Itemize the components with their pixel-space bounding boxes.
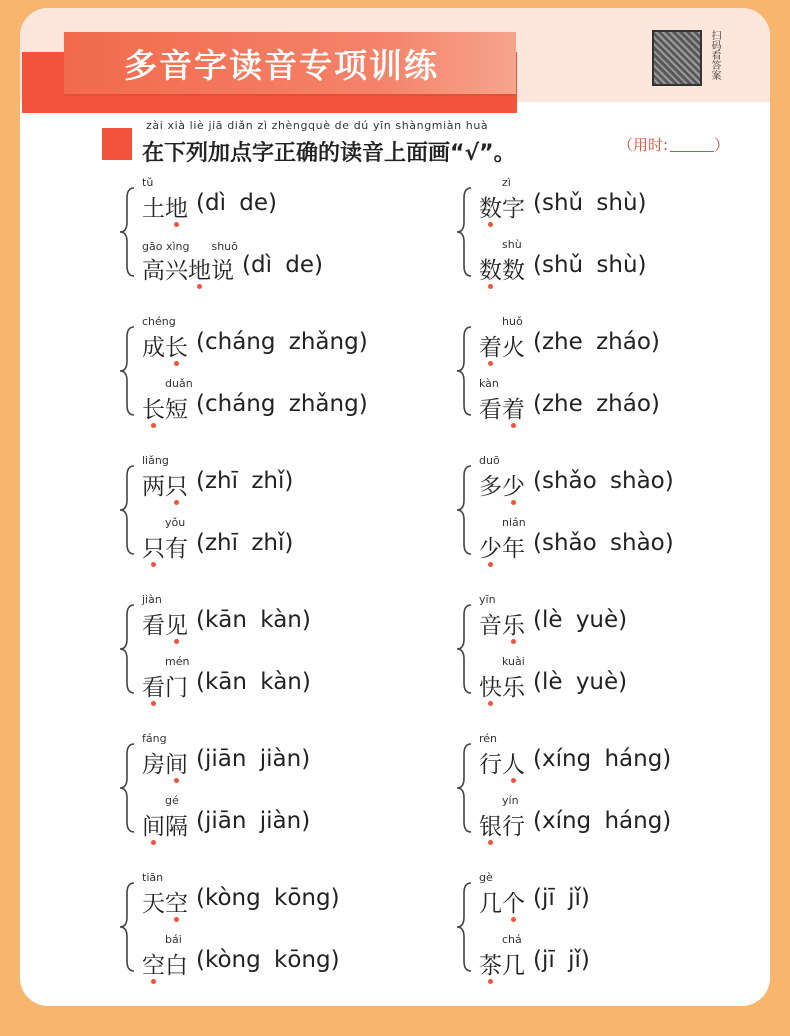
brace-icon	[118, 740, 136, 836]
exercise-group	[118, 732, 438, 842]
reading-options[interactable]: (jiān jiàn)	[196, 808, 311, 834]
brace-icon	[118, 323, 136, 419]
emphasis-dot	[488, 562, 493, 567]
exercise-group	[455, 871, 770, 981]
pinyin-annotation: tǔ	[142, 176, 154, 189]
pinyin-annotation: nián	[502, 516, 526, 529]
pinyin-annotation: kàn	[479, 377, 499, 390]
reading-options[interactable]: (zhe zháo)	[533, 329, 660, 355]
emphasis-dot	[511, 423, 516, 428]
emphasis-dot	[197, 284, 202, 289]
exercise-group	[118, 871, 438, 981]
pinyin-annotation: kuài	[502, 655, 525, 668]
reading-options[interactable]: (cháng zhǎng)	[196, 329, 368, 355]
exercise-group	[455, 454, 770, 564]
pinyin-annotation: tiān	[142, 871, 164, 884]
reading-options[interactable]: (kòng kōng)	[196, 885, 340, 911]
instruction-marker	[102, 128, 132, 160]
timer	[618, 134, 729, 155]
reading-options[interactable]: (zhe zháo)	[533, 391, 660, 417]
pinyin-annotation: yǒu	[165, 516, 186, 529]
exercise-group	[455, 315, 770, 425]
pinyin-annotation: duō	[479, 454, 500, 467]
emphasis-dot	[174, 917, 179, 922]
emphasis-dot	[151, 423, 156, 428]
exercise-group	[118, 315, 438, 425]
brace-icon	[455, 323, 473, 419]
reading-options[interactable]: (dì de)	[196, 190, 277, 216]
reading-options[interactable]: (shǔ shù)	[533, 190, 647, 216]
emphasis-dot	[151, 701, 156, 706]
pinyin-annotation: huǒ	[502, 315, 523, 328]
pinyin-annotation: liǎng	[142, 454, 169, 467]
brace-icon	[455, 740, 473, 836]
reading-options[interactable]: (kān kàn)	[196, 669, 311, 695]
chinese-word: 多少	[479, 474, 525, 500]
pinyin-annotation: gé	[165, 794, 179, 807]
chinese-word: 空白	[142, 953, 188, 979]
chinese-word: 茶几	[479, 953, 525, 979]
emphasis-dot	[174, 222, 179, 227]
emphasis-dot	[511, 500, 516, 505]
chinese-word: 两只	[142, 474, 188, 500]
emphasis-dot	[488, 284, 493, 289]
chinese-word: 快乐	[479, 675, 525, 701]
emphasis-dot	[151, 979, 156, 984]
chinese-word: 少年	[479, 536, 525, 562]
emphasis-dot	[511, 917, 516, 922]
pinyin-annotation: rén	[479, 732, 498, 745]
chinese-word: 成长	[142, 335, 188, 361]
reading-options[interactable]: (zhī zhǐ)	[196, 468, 294, 494]
instruction-pinyin: zài xià liè jiā diǎn zì zhèngquè de dú yīn shàngmiàn huà	[146, 119, 489, 132]
reading-options[interactable]: (xíng háng)	[533, 808, 672, 834]
chinese-word: 长短	[142, 397, 188, 423]
pinyin-annotation: zì	[502, 176, 511, 189]
chinese-word: 着火	[479, 335, 525, 361]
reading-options[interactable]: (kān kàn)	[196, 607, 311, 633]
emphasis-dot	[174, 639, 179, 644]
reading-options[interactable]: (jiān jiàn)	[196, 746, 311, 772]
timer-input-line[interactable]	[670, 151, 714, 152]
chinese-word: 看见	[142, 613, 188, 639]
pinyin-annotation: mén	[165, 655, 190, 668]
timer-close: ）	[714, 136, 730, 154]
chinese-word: 土地	[142, 196, 188, 222]
brace-icon	[118, 462, 136, 558]
exercise-group	[118, 176, 438, 286]
emphasis-dot	[511, 778, 516, 783]
chinese-word: 几个	[479, 891, 525, 917]
brace-icon	[455, 184, 473, 280]
chinese-word: 高兴地说	[142, 258, 234, 284]
reading-options[interactable]: (shǔ shù)	[533, 252, 647, 278]
brace-icon	[118, 184, 136, 280]
brace-icon	[118, 879, 136, 975]
pinyin-annotation: yīn	[479, 593, 496, 606]
reading-options[interactable]: (xíng háng)	[533, 746, 672, 772]
pinyin-annotation: bái	[165, 933, 182, 946]
timer-label: （用时:	[618, 136, 669, 154]
brace-icon	[455, 879, 473, 975]
instruction-text: 在下列加点字正确的读音上面画“√”。	[142, 141, 516, 166]
chinese-word: 看门	[142, 675, 188, 701]
pinyin-annotation: shù	[502, 238, 522, 251]
exercise-group	[455, 593, 770, 703]
chinese-word: 间隔	[142, 814, 188, 840]
reading-options[interactable]: (kòng kōng)	[196, 947, 340, 973]
chinese-word: 银行	[479, 814, 525, 840]
emphasis-dot	[174, 361, 179, 366]
exercise-group	[455, 176, 770, 286]
exercise-group	[455, 732, 770, 842]
qr-code-icon[interactable]	[652, 30, 702, 86]
reading-options[interactable]: (shǎo shào)	[533, 468, 674, 494]
reading-options[interactable]: (zhī zhǐ)	[196, 530, 294, 556]
page-title: 多音字读音专项训练	[124, 46, 439, 85]
pinyin-annotation: fáng	[142, 732, 167, 745]
chinese-word: 数数	[479, 258, 525, 284]
chinese-word: 数字	[479, 196, 525, 222]
pinyin-annotation: chéng	[142, 315, 176, 328]
emphasis-dot	[488, 979, 493, 984]
exercise-group	[118, 593, 438, 703]
reading-options[interactable]: (jī jǐ)	[533, 947, 590, 973]
chinese-word: 音乐	[479, 613, 525, 639]
pinyin-annotation: chá	[502, 933, 522, 946]
brace-icon	[455, 462, 473, 558]
chinese-word: 房间	[142, 752, 188, 778]
pinyin-annotation: gāo xìng shuō	[142, 240, 238, 253]
emphasis-dot	[488, 222, 493, 227]
emphasis-dot	[488, 840, 493, 845]
pinyin-annotation: yín	[502, 794, 519, 807]
emphasis-dot	[488, 361, 493, 366]
reading-options[interactable]: (lè yuè)	[533, 607, 628, 633]
emphasis-dot	[174, 500, 179, 505]
exercise-group	[118, 454, 438, 564]
pinyin-annotation: duǎn	[165, 377, 193, 390]
chinese-word: 行人	[479, 752, 525, 778]
worksheet-page	[20, 8, 770, 1006]
emphasis-dot	[151, 562, 156, 567]
emphasis-dot	[174, 778, 179, 783]
chinese-word: 天空	[142, 891, 188, 917]
reading-options[interactable]: (cháng zhǎng)	[196, 391, 368, 417]
emphasis-dot	[488, 701, 493, 706]
reading-options[interactable]: (lè yuè)	[533, 669, 628, 695]
reading-options[interactable]: (shǎo shào)	[533, 530, 674, 556]
brace-icon	[118, 601, 136, 697]
pinyin-annotation: gè	[479, 871, 493, 884]
reading-options[interactable]: (jī jǐ)	[533, 885, 590, 911]
brace-icon	[455, 601, 473, 697]
chinese-word: 看着	[479, 397, 525, 423]
emphasis-dot	[151, 840, 156, 845]
chinese-word: 只有	[142, 536, 188, 562]
pinyin-annotation: jiàn	[142, 593, 162, 606]
emphasis-dot	[511, 639, 516, 644]
qr-caption: 扫码看答案	[709, 30, 720, 80]
reading-options[interactable]: (dì de)	[242, 252, 323, 278]
